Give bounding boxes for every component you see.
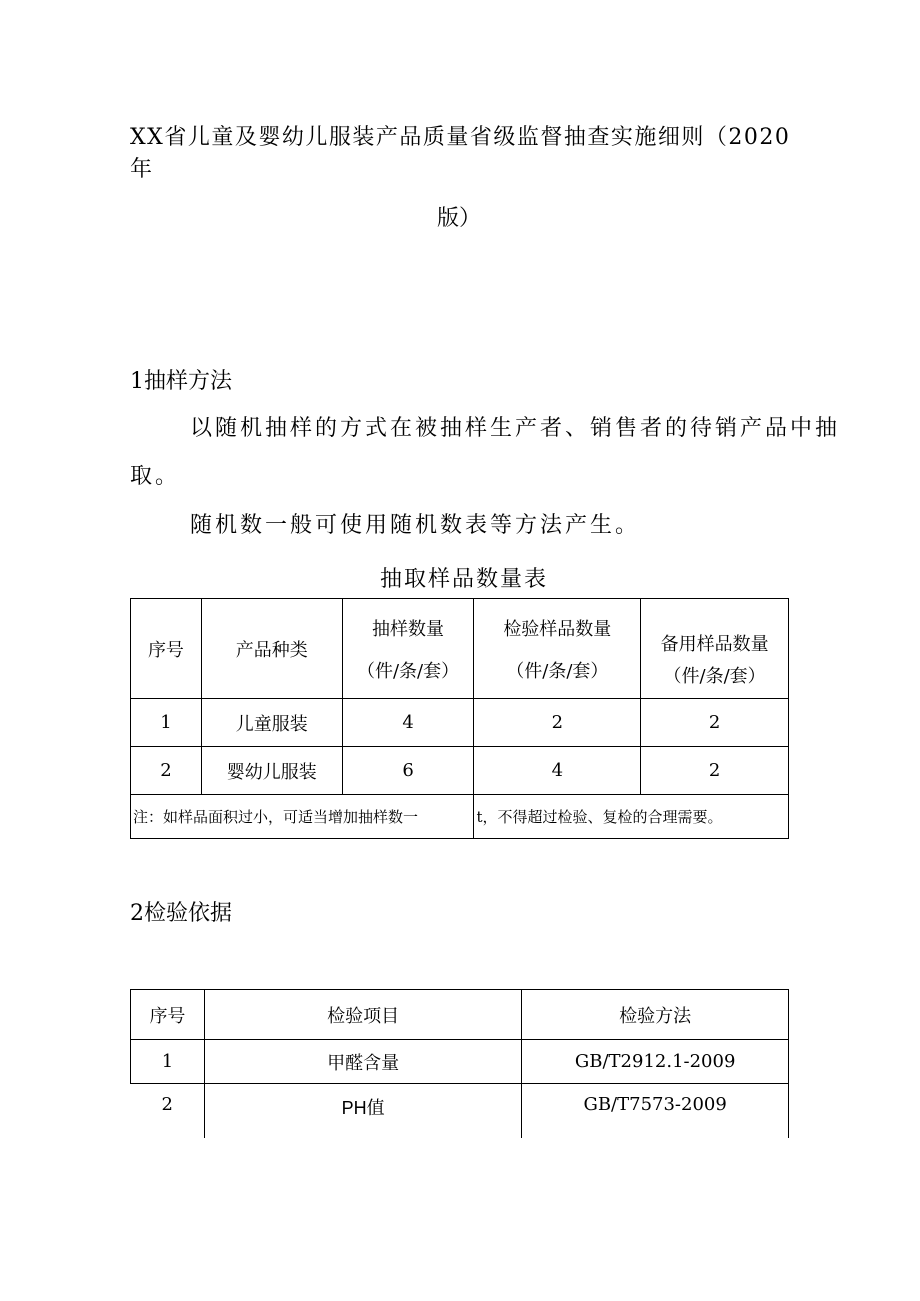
section1-para1-line1: 以随机抽样的方式在被抽样生产者、销售者的待销产品中抽 <box>190 416 841 441</box>
document-title-line1: XX省儿童及婴幼儿服装产品质量省级监督抽查实施细则（2020 <box>130 125 791 150</box>
header-sample-qty-l1: 抽样数量 <box>372 618 445 640</box>
section1-para2: 随机数一般可使用随机数表等方法产生。 <box>190 513 641 538</box>
section1-para1-line2: 取。 <box>130 464 181 489</box>
section2-heading: 2检验依据 <box>130 901 232 926</box>
cell-category: 儿童服装 <box>201 699 342 747</box>
header-category: 产品种类 <box>201 599 342 699</box>
cell-test: 2 <box>474 699 641 747</box>
cell-category: 婴幼儿服装 <box>201 747 342 795</box>
header-method: 检验方法 <box>522 990 789 1040</box>
header-sample-qty <box>342 599 474 699</box>
cell-test: 4 <box>474 747 641 795</box>
cell-backup: 2 <box>641 699 789 747</box>
table1-caption: 抽取样品数量表 <box>380 567 549 592</box>
cell-sample: 6 <box>342 747 474 795</box>
sample-quantity-table <box>130 598 789 839</box>
table-row <box>131 747 789 795</box>
table1-header-row <box>131 599 789 699</box>
cell-method: GB/T2912.1-2009 <box>522 1040 789 1084</box>
table1-note-row <box>131 795 789 839</box>
table-row <box>131 1040 789 1084</box>
cell-method: GB/T7573-2009 <box>522 1084 789 1138</box>
cell-seq: 1 <box>131 699 202 747</box>
cell-seq: 2 <box>131 747 202 795</box>
header-test-qty-l1: 检验样品数量 <box>503 618 612 640</box>
table-row <box>131 1084 789 1138</box>
header-seq: 序号 <box>131 990 205 1040</box>
section1-heading: 1抽样方法 <box>130 369 232 394</box>
note-left: 注：如样品面积过小，可适当增加抽样数一 <box>131 795 474 839</box>
header-seq: 序号 <box>131 599 202 699</box>
header-item: 检验项目 <box>204 990 521 1040</box>
cell-item: 甲醛含量 <box>204 1040 521 1084</box>
header-backup-qty-l2: （件/条/套） <box>663 665 766 687</box>
header-backup-qty <box>641 599 789 699</box>
cell-sample: 4 <box>342 699 474 747</box>
header-test-qty-l2: （件/条/套） <box>506 660 609 682</box>
header-test-qty <box>474 599 641 699</box>
cell-backup: 2 <box>641 747 789 795</box>
document-title-line2: 年 <box>130 157 153 182</box>
header-backup-qty-l1: 备用样品数量 <box>660 633 769 655</box>
document-title-line3: 版） <box>437 206 482 231</box>
table2-header-row <box>131 990 789 1040</box>
cell-item: PH值 <box>204 1084 521 1138</box>
header-sample-qty-l2: （件/条/套） <box>356 660 460 682</box>
table-row <box>131 699 789 747</box>
cell-seq: 1 <box>131 1040 205 1084</box>
note-right: t，不得超过检验、复检的合理需要。 <box>474 795 789 839</box>
cell-seq: 2 <box>131 1084 205 1138</box>
test-basis-table <box>130 989 789 1138</box>
